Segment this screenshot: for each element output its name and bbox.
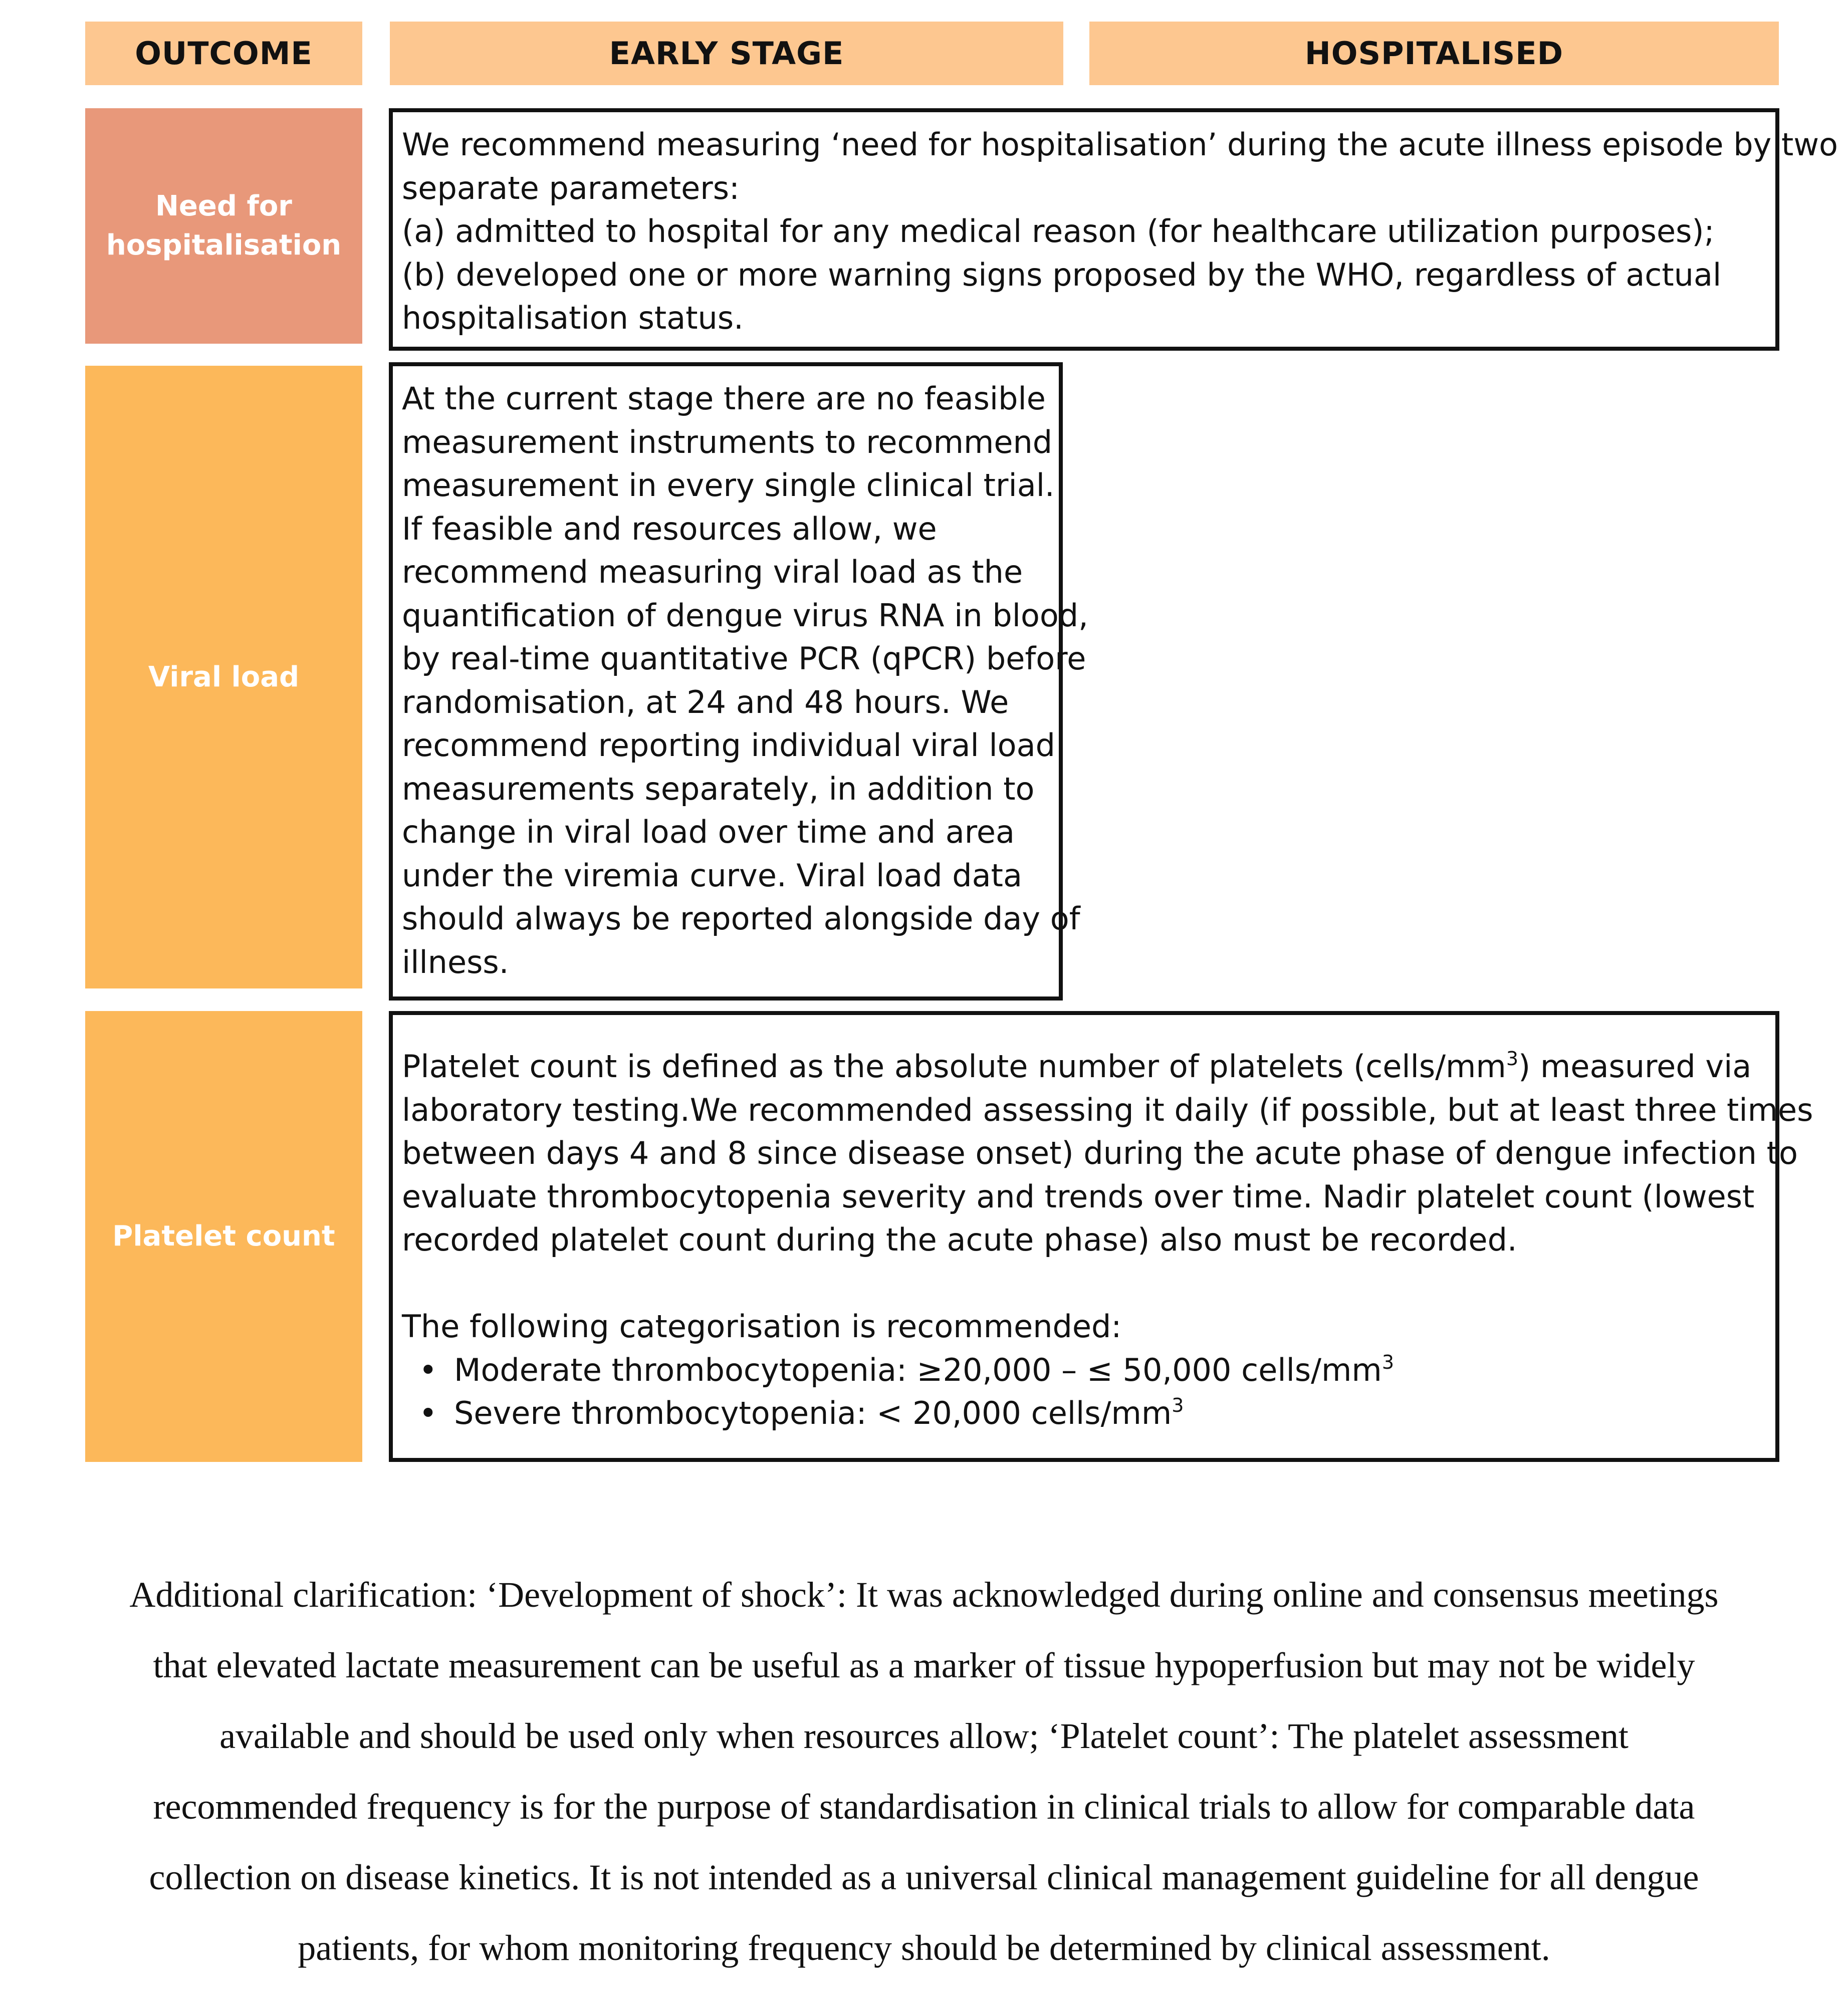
row-label-line: Need for (155, 190, 292, 222)
note-line: recommended frequency is for the purpose of standardisation in clinical trials to allow for comparable data (153, 1787, 1695, 1827)
text-line: recorded platelet count during the acute phase) also must be recorded. (402, 1221, 1517, 1258)
header-early-stage-label: EARLY STAGE (609, 35, 844, 72)
bullet-text: Moderate thrombocytopenia: ≥20,000 – ≤ 50,000 cells/mm (454, 1351, 1382, 1388)
recommendation-box-viral-load (389, 362, 1088, 1001)
bullet-icon: • (419, 1395, 437, 1431)
text-line: If feasible and resources allow, we (402, 510, 937, 547)
row-label-need-for-hospitalisation (85, 108, 362, 344)
text-line (402, 1045, 1775, 1089)
text-line: by real-time quantitative PCR (qPCR) before (402, 640, 1086, 677)
additional-clarification-note (0, 1560, 1848, 1983)
categorisation-intro: The following categorisation is recommended: (402, 1308, 1122, 1345)
recommendation-box-need-for-hospitalisation (389, 108, 1838, 351)
superscript: 3 (1172, 1394, 1184, 1416)
row-label-line: hospitalisation (106, 229, 342, 262)
spacer (402, 1262, 1775, 1306)
header-early-stage (390, 22, 1063, 85)
note-line: collection on disease kinetics. It is not intended as a universal clinical management guideline for all dengue (149, 1857, 1699, 1897)
text-line: At the current stage there are no feasible (402, 380, 1046, 417)
text-line: should always be reported alongside day of (402, 900, 1080, 937)
text-line: measurement in every single clinical trial. (402, 467, 1055, 504)
text-line: recommend measuring viral load as the (402, 554, 1023, 590)
text-line: change in viral load over time and area (402, 814, 1015, 850)
header-outcome (85, 22, 362, 85)
text-line: between days 4 and 8 since disease onset) during the acute phase of dengue infection to (402, 1135, 1798, 1171)
header-hospitalised-label: HOSPITALISED (1304, 35, 1564, 72)
note-line: patients, for whom monitoring frequency should be determined by clinical assessment. (298, 1928, 1550, 1968)
text-segment: ) measured via (1518, 1048, 1752, 1085)
text-line: measurement instruments to recommend (402, 423, 1053, 460)
superscript: 3 (1506, 1048, 1519, 1070)
bullet-item-severe (402, 1392, 1775, 1435)
bullet-text: Severe thrombocytopenia: < 20,000 cells/mm (454, 1395, 1172, 1431)
text-line: quantification of dengue virus RNA in blood, (402, 597, 1088, 634)
text-line: We recommend measuring ‘need for hospitalisation’ during the acute illness episode by two (402, 126, 1838, 163)
text-line: hospitalisation status. (402, 300, 744, 336)
text-line: separate parameters: (402, 169, 740, 206)
row-label-text: Viral load (148, 660, 300, 693)
note-line: that elevated lactate measurement can be useful as a marker of tissue hypoperfusion but may not be widely (153, 1645, 1695, 1685)
row-label-viral-load (85, 366, 362, 988)
text-line: measurements separately, in addition to (402, 770, 1035, 807)
row-label-platelet-count (85, 1011, 362, 1462)
text-line: (b) developed one or more warning signs proposed by the WHO, regardless of actual (402, 256, 1722, 293)
recommendation-box-platelet-count (389, 1011, 1813, 1462)
note-line: available and should be used only when resources allow; ‘Platelet count’: The platelet assessment (219, 1716, 1629, 1756)
text-segment: Platelet count is defined as the absolute number of platelets (cells/mm (402, 1048, 1506, 1085)
text-line: recommend reporting individual viral load (402, 727, 1055, 764)
bullet-item-moderate (402, 1349, 1775, 1392)
superscript: 3 (1381, 1351, 1395, 1373)
text-line: laboratory testing.We recommended assessing it daily (if possible, but at least three times (402, 1091, 1813, 1128)
text-line: randomisation, at 24 and 48 hours. We (402, 683, 1009, 720)
header-outcome-label: OUTCOME (135, 35, 313, 72)
text-line: illness. (402, 943, 509, 980)
row-label-text: Platelet count (112, 1220, 335, 1253)
text-line: under the viremia curve. Viral load data (402, 857, 1022, 894)
note-line: Additional clarification: ‘Development of shock’: It was acknowledged during online and consensus meetings (129, 1575, 1719, 1615)
header-hospitalised (1089, 22, 1779, 85)
text-line: (a) admitted to hospital for any medical reason (for healthcare utilization purposes); (402, 213, 1715, 250)
text-line: evaluate thrombocytopenia severity and trends over time. Nadir platelet count (lowest (402, 1178, 1755, 1215)
bullet-icon: • (419, 1351, 437, 1388)
